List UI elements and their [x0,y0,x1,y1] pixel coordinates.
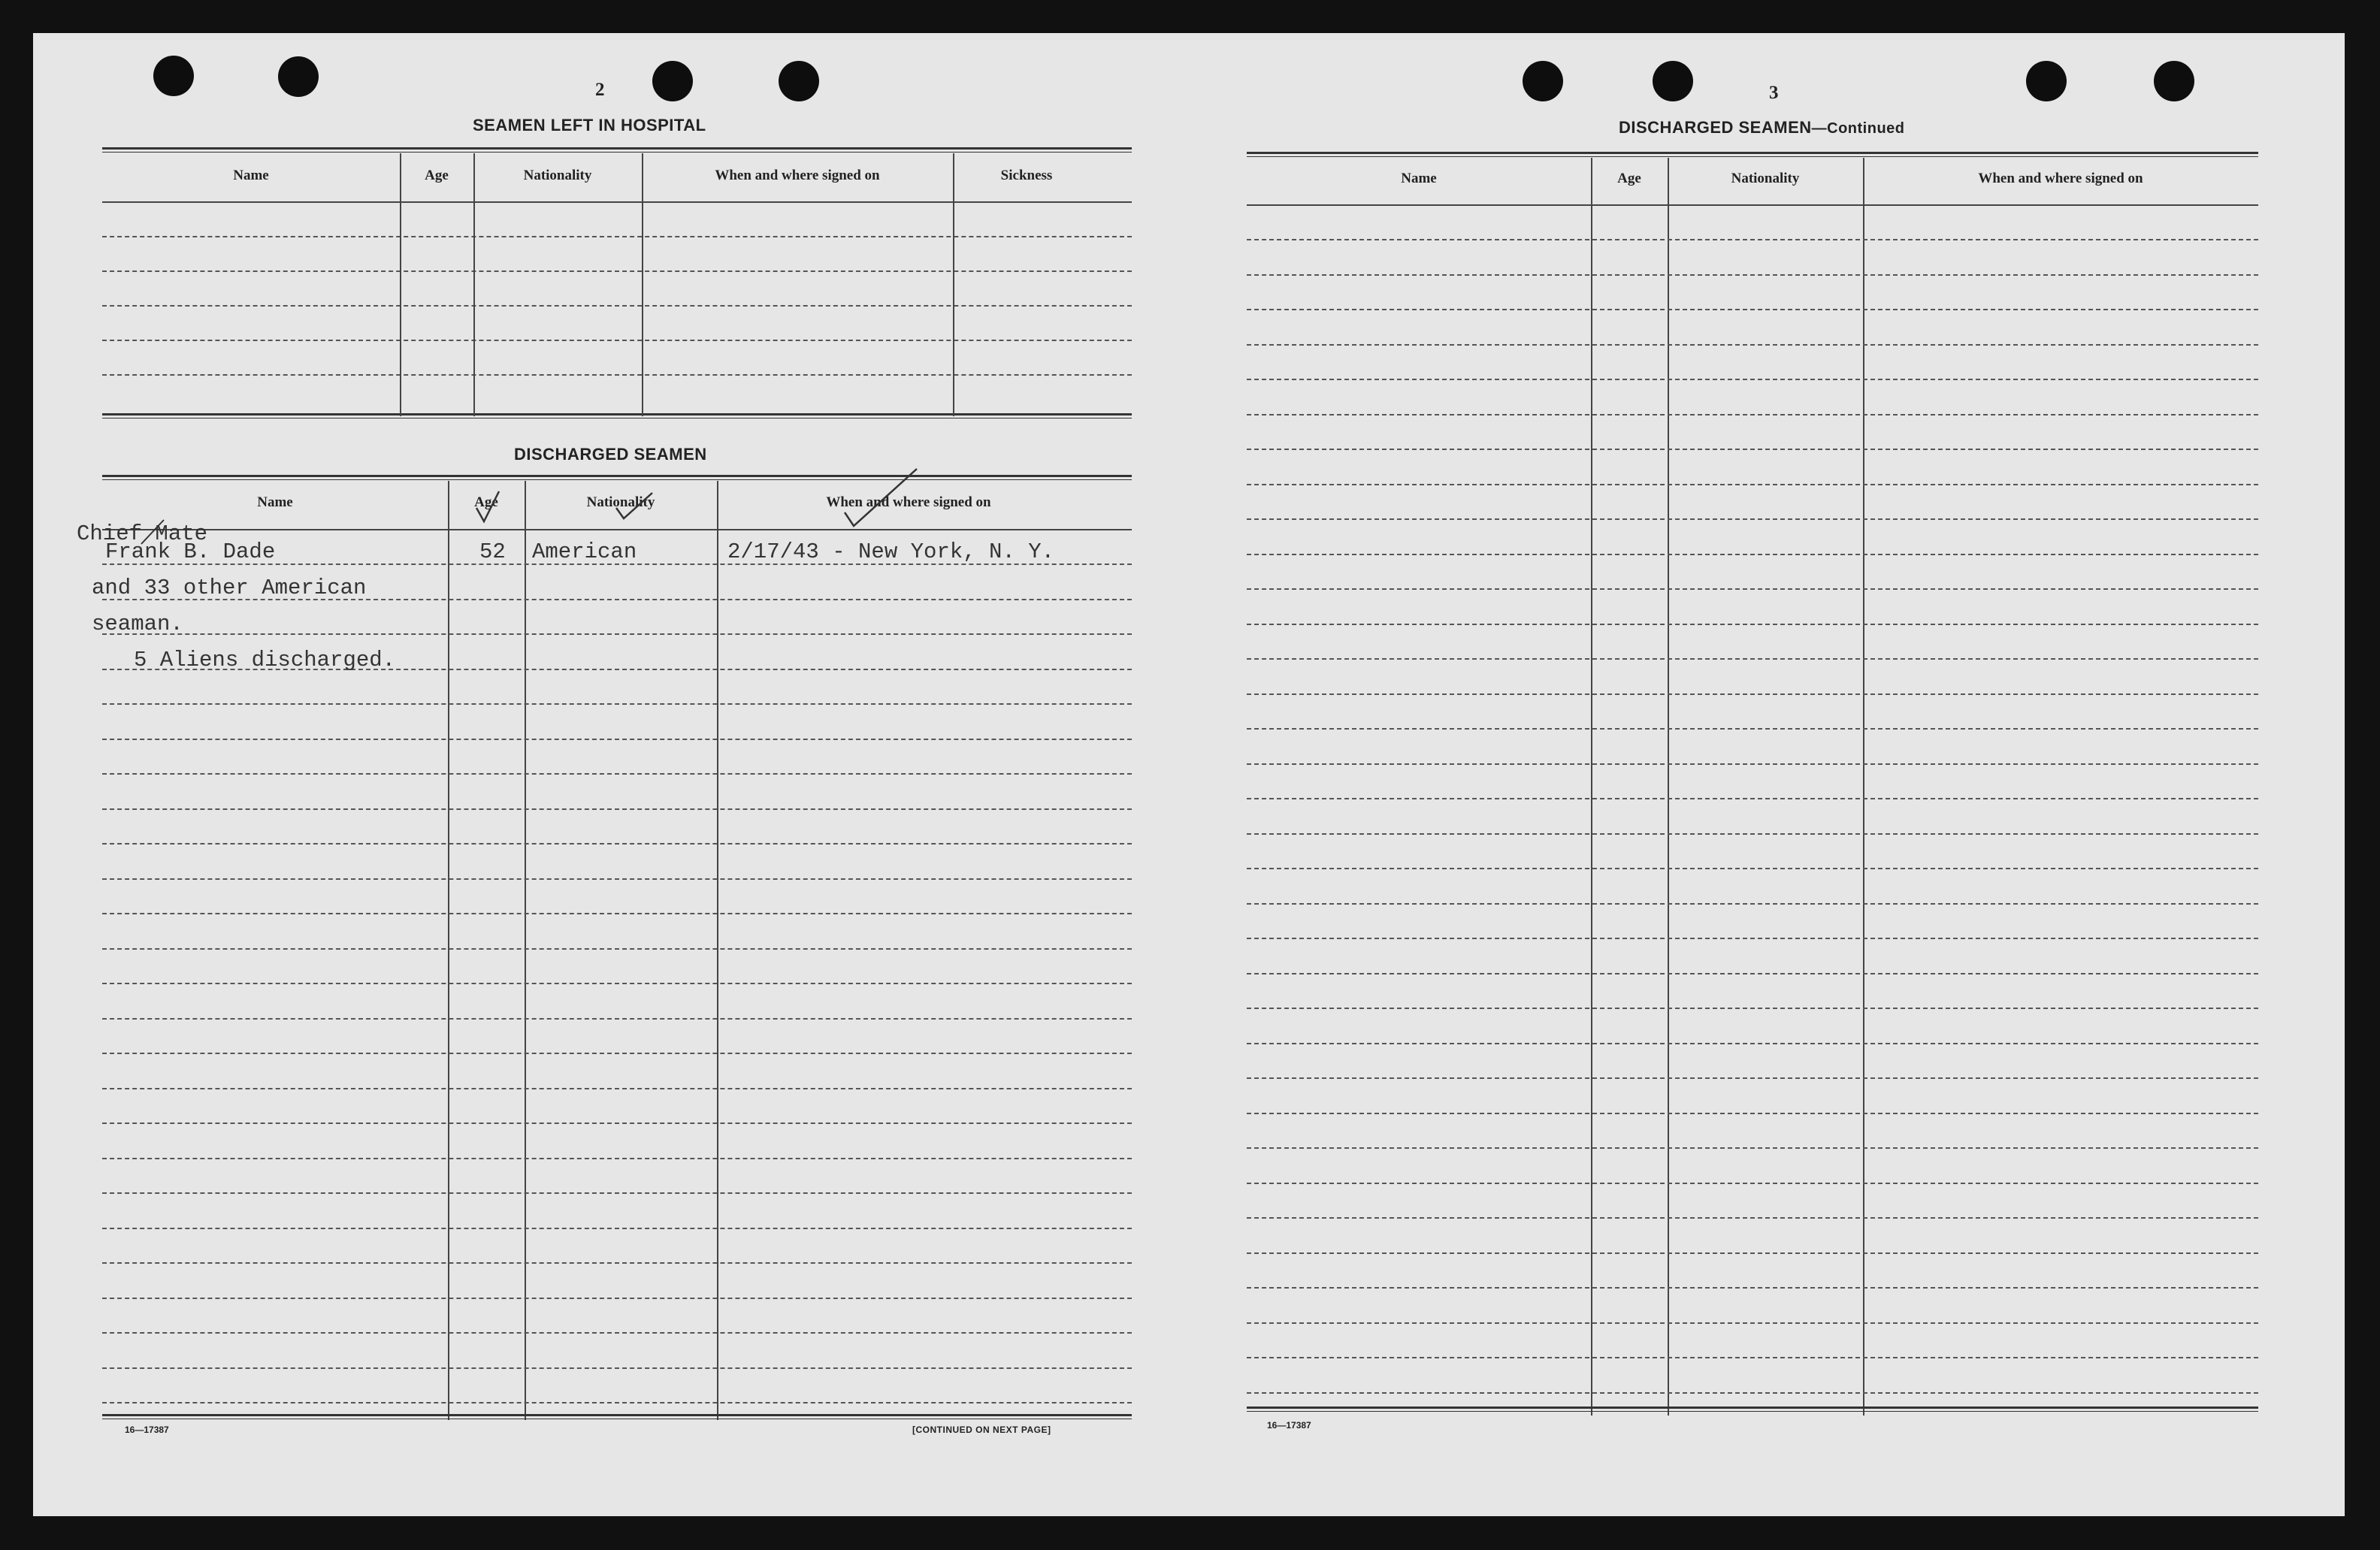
column-divider [717,481,718,1420]
entry-nationality: American [532,539,637,564]
table-row-line [1247,1322,2258,1324]
table-row-line [1247,239,2258,240]
table-row-line [102,808,1132,810]
strike-mark [138,518,168,545]
column-divider [400,153,401,416]
column-divider [1668,158,1669,1416]
table-row-line [102,1018,1132,1020]
table-row-line [102,739,1132,740]
entry-rank: Chief Mate [77,521,208,546]
table-row-line [102,1367,1132,1369]
page-number: 2 [595,80,605,100]
table-row-line [1247,1008,2258,1009]
table-row-line [1247,1147,2258,1149]
table-row-line [1247,1043,2258,1044]
table-top-rule [102,147,1132,153]
table-row-line [1247,309,2258,310]
header-rule [1247,204,2258,206]
table-row-line [102,633,1132,635]
table-row-line [1247,903,2258,905]
col-signed-on-header: When and where signed on [715,168,880,183]
table-row-line [1247,274,2258,276]
table-row-line [102,843,1132,844]
table-row-line [1247,1217,2258,1219]
col-name-header: Name [233,168,269,183]
table-row-line [102,1053,1132,1054]
table-row-line [1247,693,2258,695]
table-row-line [102,1262,1132,1264]
table-row-line [1247,588,2258,590]
table-row-line [102,983,1132,984]
table-row-line [102,1088,1132,1089]
column-divider [473,153,475,416]
title-continued: —Continued [1811,120,1905,137]
col-signed-on-header: When and where signed on [826,494,991,510]
table-row-line [1247,1252,2258,1254]
table-row-line [102,1332,1132,1334]
table-row-line [1247,798,2258,799]
col-nationality-header: Nationality [586,494,655,510]
table-row-line [102,1402,1132,1403]
right-page [1190,33,2345,1516]
col-nationality-header: Nationality [1731,171,1800,186]
table-row-line [102,773,1132,775]
discharged-continued-title [1619,118,1905,137]
table-row-line [102,878,1132,880]
entry-name: Frank B. Dade [105,539,276,564]
form-number: 16—17387 [1267,1420,1311,1431]
table-row-line [1247,833,2258,835]
table-row-line [1247,728,2258,730]
table-row-line [1247,1183,2258,1184]
table-row-line [102,305,1132,307]
table-row-line [1247,379,2258,380]
table-row-line [1247,938,2258,939]
title-main: DISCHARGED SEAMEN [1619,118,1812,137]
table-row-line [102,1122,1132,1124]
table-bottom-rule [102,413,1132,418]
col-age-header: Age [1617,171,1641,186]
column-divider [642,153,643,416]
table-row-line [1247,624,2258,625]
table-row-line [1247,518,2258,520]
table-row-line [1247,658,2258,660]
entry-note: 5 Aliens discharged. [134,648,396,672]
table-row-line [1247,973,2258,974]
hospital-section-title: SEAMEN LEFT IN HOSPITAL [473,116,706,134]
column-divider [1863,158,1864,1416]
table-row-line [102,1192,1132,1194]
table-row-line [102,1158,1132,1159]
check-mark [615,488,682,526]
col-signed-on-header: When and where signed on [1978,171,2143,186]
left-page [33,33,1190,1516]
continued-note: [CONTINUED ON NEXT PAGE] [912,1425,1051,1435]
table-row-line [1247,1287,2258,1289]
table-row-line [1247,344,2258,346]
discharged-section-title: DISCHARGED SEAMEN [514,445,707,464]
table-row-line [102,340,1132,341]
document-sheet [33,33,2345,1516]
col-age-header: Age [425,168,449,183]
check-mark [473,487,519,527]
header-rule [102,529,1132,530]
column-divider [448,481,449,1420]
table-top-rule [1247,152,2258,157]
page-number: 3 [1769,83,1779,103]
col-sickness-header: Sickness [1000,168,1053,183]
table-row-line [1247,1113,2258,1114]
col-age-header: Age [474,494,498,510]
table-row-line [102,1228,1132,1229]
table-row-line [1247,1392,2258,1394]
table-row-line [102,948,1132,950]
table-bottom-rule [1247,1406,2258,1412]
table-row-line [1247,868,2258,869]
table-row-line [1247,554,2258,555]
entry-signed-on: 2/17/43 - New York, N. Y. [727,539,1055,564]
table-row-line [102,703,1132,705]
entry-note: seaman. [92,612,183,636]
table-row-line [1247,449,2258,450]
col-name-header: Name [257,494,293,510]
col-nationality-header: Nationality [523,168,592,183]
column-divider [1591,158,1592,1416]
table-row-line [1247,484,2258,485]
column-divider [525,481,526,1420]
table-row-line [102,1298,1132,1299]
table-row-line [1247,763,2258,765]
col-name-header: Name [1401,171,1437,186]
entry-age: 52 [479,539,506,564]
table-top-rule [102,475,1132,480]
table-row-line [102,270,1132,272]
entry-note: and 33 other American [92,576,367,600]
table-row-line [1247,1077,2258,1079]
table-row-line [102,374,1132,376]
table-row-line [102,236,1132,237]
table-bottom-rule [102,1414,1132,1419]
table-row-line [1247,414,2258,415]
column-divider [953,153,954,416]
table-row-line [1247,1357,2258,1358]
check-mark [843,466,933,533]
form-number: 16—17387 [125,1425,169,1435]
header-rule [102,201,1132,203]
table-row-line [102,913,1132,914]
